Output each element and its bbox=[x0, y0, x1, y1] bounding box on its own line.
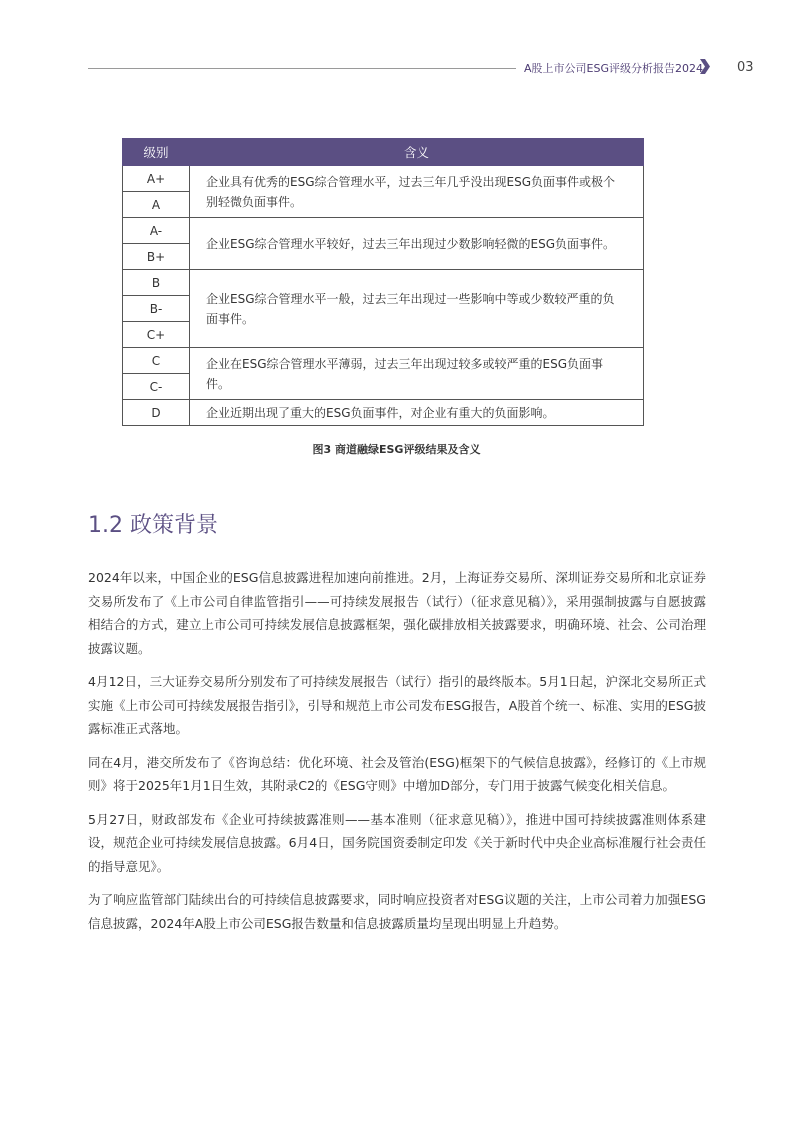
grade-cell: B bbox=[123, 270, 190, 296]
column-header-meaning: 含义 bbox=[190, 139, 644, 166]
figure-caption: 图3 商道融绿ESG评级结果及含义 bbox=[312, 443, 481, 456]
paragraph: 为了响应监管部门陆续出台的可持续信息披露要求，同时响应投资者对ESG议题的关注，上市公司着力加强ESG信息披露，2024年A股上市公司ESG报告数量和信息披露质量均呈现出明显上升趋势。 bbox=[88, 892, 706, 931]
grade-cell: C- bbox=[123, 374, 190, 400]
section-title: 1.2 政策背景 bbox=[88, 513, 218, 538]
section-body bbox=[88, 566, 706, 945]
table-row bbox=[123, 218, 644, 244]
meaning-cell: 企业具有优秀的ESG综合管理水平，过去三年几乎没出现ESG负面事件或极个别轻微负面事件。 bbox=[190, 166, 644, 218]
table-row bbox=[123, 348, 644, 374]
grade-cell: C+ bbox=[123, 322, 190, 348]
meaning-cell: 企业近期出现了重大的ESG负面事件，对企业有重大的负面影响。 bbox=[190, 400, 644, 426]
chevron-right-icon bbox=[699, 59, 710, 74]
column-header-grade: 级别 bbox=[123, 139, 190, 166]
page-number: 03 bbox=[737, 60, 754, 75]
grade-cell: B- bbox=[123, 296, 190, 322]
esg-rating-table bbox=[122, 138, 644, 426]
paragraph: 5月27日，财政部发布《企业可持续披露准则——基本准则（征求意见稿）》，推进中国可持续披露准则体系建设，规范企业可持续发展信息披露。6月4日，国务院国资委制定印发《关于新时代中央企业高标准履行社会责任的指导意见》。 bbox=[88, 811, 706, 874]
grade-cell: B+ bbox=[123, 244, 190, 270]
grade-cell: A- bbox=[123, 218, 190, 244]
meaning-cell: 企业在ESG综合管理水平薄弱，过去三年出现过较多或较严重的ESG负面事件。 bbox=[190, 348, 644, 400]
table-row bbox=[123, 270, 644, 296]
meaning-cell: 企业ESG综合管理水平较好，过去三年出现过少数影响轻微的ESG负面事件。 bbox=[190, 218, 644, 270]
table-row bbox=[123, 166, 644, 192]
table-header-row bbox=[123, 139, 644, 166]
grade-cell: C bbox=[123, 348, 190, 374]
table-row bbox=[123, 400, 644, 426]
grade-cell: A+ bbox=[123, 166, 190, 192]
grade-cell: D bbox=[123, 400, 190, 426]
paragraph: 4月12日，三大证券交易所分别发布了可持续发展报告（试行）指引的最终版本。5月1日起，沪深北交易所正式实施《上市公司可持续发展报告指引》，引导和规范上市公司发布ESG报告，A股首个统一、标准、实用的ESG披露标准正式落地。 bbox=[88, 674, 706, 736]
paragraph: 2024年以来，中国企业的ESG信息披露进程加速向前推进。2月，上海证券交易所、深圳证券交易所和北京证券交易所发布了《上市公司自律监管指引——可持续发展报告（试行）（征求意见稿）》，采用强制披露与自愿披露相结合的方式，建立上市公司可持续发展信息披露框架，强化碳排放相关披露要求，明确环境、社会、公司治理披露议题。 bbox=[88, 570, 706, 656]
grade-cell: A bbox=[123, 192, 190, 218]
header-rule bbox=[88, 68, 516, 69]
paragraph: 同在4月，港交所发布了《咨询总结：优化环境、社会及管治(ESG)框架下的气候信息披露》，经修订的《上市规则》将于2025年1月1日生效，其附录C2的《ESG守则》中增加D部分，专门用于披露气候变化相关信息。 bbox=[88, 754, 706, 793]
report-title: A股上市公司ESG评级分析报告2024 bbox=[524, 62, 703, 75]
meaning-cell: 企业ESG综合管理水平一般，过去三年出现过一些影响中等或少数较严重的负面事件。 bbox=[190, 270, 644, 348]
